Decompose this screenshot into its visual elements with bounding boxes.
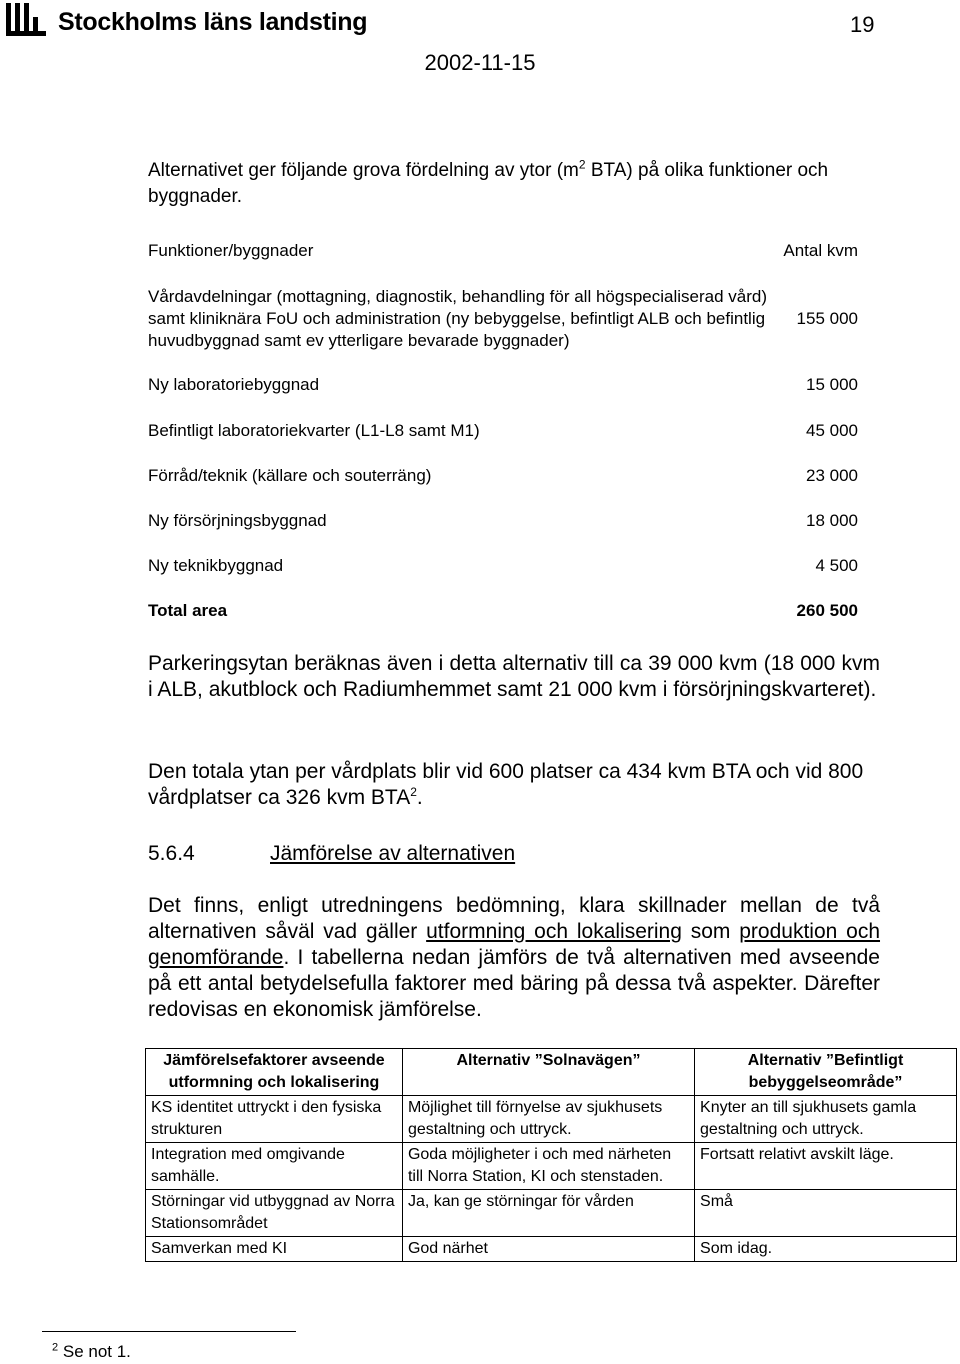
table-row: [146, 1190, 957, 1237]
area-row-label: Befintligt laboratoriekvarter (L1-L8 samt M1): [148, 421, 480, 440]
comparison-table: [145, 1048, 957, 1262]
table-header-row: [146, 1049, 957, 1096]
aspect-design-location: utformning och lokalisering: [426, 920, 682, 943]
area-row-label: Vårdavdelningar (mottagning, diagnostik, behandling för all högspecialiserad vård) samt kliniknära FoU och administration (ny bebyggelse, befintligt ALB och befintlig huvudbyggnad samt ev ytterligare bevarade byggnader): [148, 287, 767, 350]
area-row-label: Ny teknikbyggnad: [148, 556, 284, 575]
area-per-bed-paragraph: Den totala ytan per vårdplats blir vid 600 platser ca 434 kvm BTA och vid 800 vårdplatser ca 326 kvm BTA$^2$.: [148, 760, 864, 809]
area-row-value: 155 000: [796, 309, 858, 328]
table-cell: God närhet: [402, 1237, 694, 1262]
table-cell: Ja, kan ge störningar för vården: [402, 1190, 694, 1237]
table-row: [146, 1096, 957, 1143]
table-row: [146, 1143, 957, 1190]
footnote-divider: [42, 1331, 296, 1332]
area-row-value: 15 000: [806, 375, 858, 394]
area-row-label: Ny laboratoriebyggnad: [148, 375, 320, 394]
page-number: 19: [850, 12, 875, 37]
document-date: 2002-11-15: [424, 50, 536, 75]
table-row: [146, 1237, 957, 1262]
column-header-area: Antal kvm: [783, 241, 858, 260]
column-header-function: Funktioner/byggnader: [148, 241, 314, 260]
table-cell: KS identitet uttryckt i den fysiska strukturen: [146, 1096, 403, 1143]
table-cell: Störningar vid utbyggnad av Norra Stationsområdet: [146, 1190, 403, 1237]
section-title: Jämförelse av alternativen: [270, 842, 516, 865]
table-header-factor: Jämförelsefaktorer avseende utformning och lokalisering: [146, 1049, 403, 1096]
area-row-value: 45 000: [806, 421, 858, 440]
table-cell: Små: [695, 1190, 957, 1237]
area-row-label: Ny försörjningsbyggnad: [148, 511, 327, 530]
table-header-alt-solnavagen: Alternativ ”Solnavägen”: [402, 1049, 694, 1096]
section-number: 5.6.4: [148, 842, 195, 865]
comparison-paragraph: Det finns, enligt utredningens bedömning, klara skillnader mellan de två alternativen såväl vad gäller utformning och lokalisering som produktion och genomförande. I tabellerna nedan jämförs de två alternativen med avseende på ett antal betydelsefulla faktorer med bäring på dessa två aspekter. Därefter redovisas en ekonomisk jämförelse.: [148, 894, 881, 1021]
table-cell: Integration med omgivande samhälle.: [146, 1143, 403, 1190]
total-area-label: Total area: [148, 601, 228, 620]
org-logo: [4, 0, 367, 44]
total-area-value: 260 500: [796, 601, 858, 620]
area-row-value: 4 500: [815, 556, 858, 575]
table-cell: Goda möjligheter i och med närheten till Norra Station, KI och stenstaden.: [402, 1143, 694, 1190]
area-row-value: 23 000: [806, 466, 858, 485]
intro-paragraph: Alternativet ger följande grova fördelning av ytor ($m^2$ BTA) på olika funktioner och byggnader.: [148, 157, 829, 207]
footnote-ref: 2: [410, 785, 417, 799]
org-name: Stockholms läns landsting: [58, 7, 368, 36]
area-row-value: 18 000: [806, 511, 858, 530]
footnote-text: Se not 1.: [62, 1342, 131, 1361]
area-row-label: Förråd/teknik (källare och souterräng): [148, 466, 432, 485]
table-header-alt-existing: Alternativ ”Befintligt bebyggelseområde”: [695, 1049, 957, 1096]
footnote: [52, 1342, 131, 1362]
table-cell: Fortsatt relativt avskilt läge.: [695, 1143, 957, 1190]
aspect-production-implementation: produktion och genomförande: [148, 920, 881, 969]
table-cell: Knyter an till sjukhusets gamla gestaltning och uttryck.: [695, 1096, 957, 1143]
footnote-number: 2: [52, 1341, 59, 1354]
table-cell: Möjlighet till förnyelse av sjukhusets gestaltning och uttryck.: [402, 1096, 694, 1143]
landsting-logo-icon: [4, 1, 50, 43]
parking-paragraph: Parkeringsytan beräknas även i detta alternativ till ca 39 000 kvm (18 000 kvm i ALB, akutblock och Radiumhemmet samt 21 000 kvm i försörjningskvarteret).: [148, 652, 880, 701]
table-cell: Som idag.: [695, 1237, 957, 1262]
table-cell: Samverkan med KI: [146, 1237, 403, 1262]
